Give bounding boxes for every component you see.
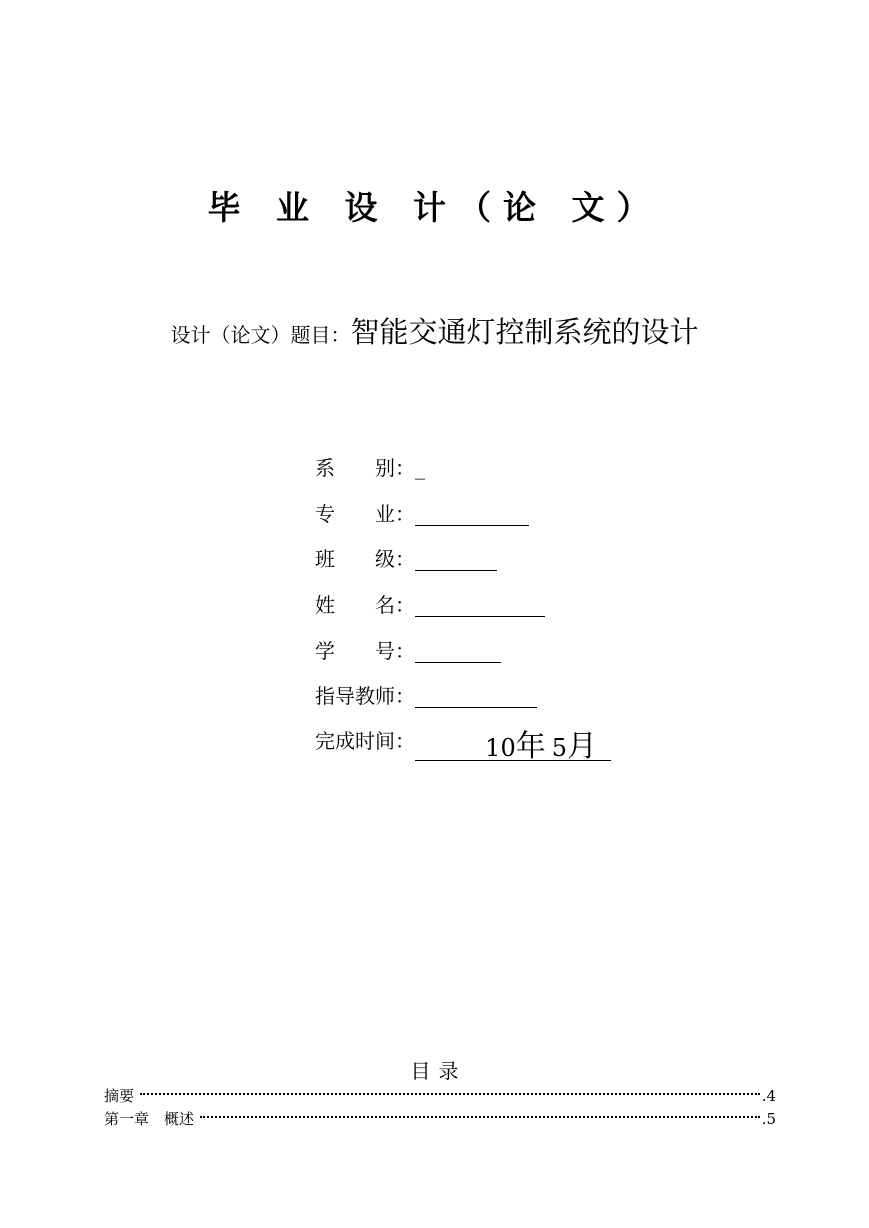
field-value — [415, 594, 545, 617]
subject-value: 智能交通灯控制系统的设计 — [350, 315, 699, 349]
field-label: 指导教师： — [315, 684, 415, 708]
toc-entry[interactable] — [104, 1109, 776, 1129]
field-label: 姓 名： — [315, 593, 415, 617]
field-value — [415, 640, 501, 663]
thesis-title: 毕 业 设 计（论 文） — [207, 188, 662, 227]
toc-entry[interactable] — [104, 1086, 776, 1106]
completion-date-value — [415, 727, 611, 764]
field-major — [315, 499, 529, 529]
field-advisor — [315, 681, 537, 711]
date-year-number: 10 — [485, 734, 516, 762]
field-value — [415, 503, 529, 526]
field-student-id — [315, 636, 501, 666]
field-class — [315, 544, 497, 574]
date-month-number: 5 — [551, 734, 567, 762]
field-label: 学 号： — [315, 639, 415, 663]
toc-leader-dots — [140, 1093, 760, 1095]
toc-leader-dots — [200, 1116, 760, 1118]
field-value — [415, 685, 537, 708]
field-label: 专 业： — [315, 502, 415, 526]
subject-label: 设计（论文）题目： — [170, 323, 351, 347]
date-year-char: 年 — [515, 729, 546, 764]
field-label: 班 级： — [315, 547, 415, 571]
toc-title: 目录 — [410, 1059, 467, 1083]
toc-entry-text: 摘要 — [104, 1087, 135, 1105]
field-completion-date — [315, 721, 611, 764]
field-name — [315, 590, 545, 620]
field-value — [415, 548, 497, 571]
field-department — [315, 453, 425, 483]
toc-entry-page: .4 — [761, 1087, 776, 1105]
field-value: _ — [415, 456, 425, 480]
date-month-char: 月 — [567, 729, 597, 764]
field-label: 系 别： — [315, 456, 415, 480]
field-label: 完成时间： — [315, 729, 415, 753]
toc-entry-page: .5 — [761, 1110, 776, 1128]
subject-row — [0, 312, 869, 357]
toc-entry-text: 第一章 概述 — [104, 1110, 195, 1128]
